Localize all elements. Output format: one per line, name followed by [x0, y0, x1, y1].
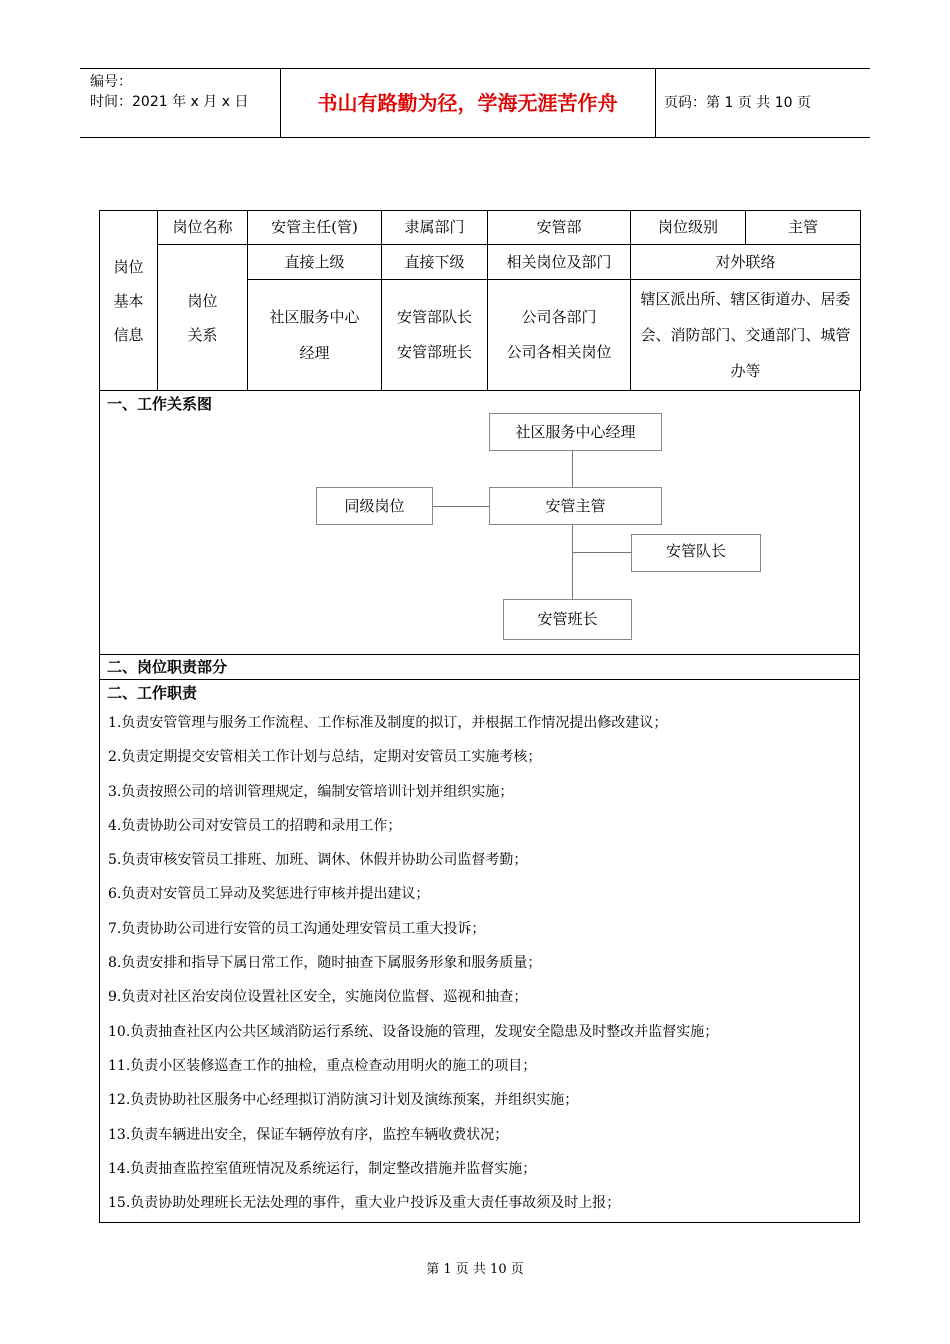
- list-item: 4.负责协助公司对安管员工的招聘和录用工作；: [108, 817, 402, 834]
- superior-value: 社区服务中心经理: [248, 280, 382, 391]
- list-item: 6.负责对安管员工异动及奖惩进行审核并提出建议；: [108, 886, 430, 903]
- col-superior-header: 直接上级: [248, 245, 382, 280]
- org-node-supervisor: 安管主管: [489, 487, 662, 525]
- subordinate-value: [382, 280, 488, 391]
- related-item: 公司各部门: [521, 308, 597, 326]
- list-item: 12.负责协助社区服务中心经理拟订消防演习计划及演练预案，并组织实施；: [108, 1092, 579, 1109]
- position-info-table: [99, 210, 861, 391]
- department-value: 安管部: [488, 211, 631, 245]
- relation-chart-title: 一、工作关系图: [107, 395, 213, 413]
- external-value: 辖区派出所、辖区街道办、居委会、消防部门、交通部门、城管办等: [631, 280, 861, 391]
- relation-label: 岗位关系: [158, 245, 248, 391]
- list-item: 5.负责审核安管员工排班、加班、调休、休假并协助公司监督考勤；: [108, 852, 528, 869]
- list-item: 11.负责小区装修巡查工作的抽检，重点检查动用明火的施工的项目；: [108, 1057, 537, 1074]
- responsibility-section-title: 二、岗位职责部分: [107, 658, 228, 676]
- connector-line: [572, 524, 573, 599]
- level-label: 岗位级别: [631, 211, 746, 245]
- subordinate-item: 安管部队长: [396, 308, 472, 326]
- department-label: 隶属部门: [382, 211, 488, 245]
- position-name-value: 安管主任(管): [248, 211, 382, 245]
- level-value: 主管: [746, 211, 861, 245]
- relation-chart-section: [99, 391, 860, 655]
- col-related-header: 相关岗位及部门: [488, 245, 631, 280]
- document-time-label: 时间：2021 年 x 月 x 日: [90, 94, 249, 110]
- col-subordinate-header: 直接下级: [382, 245, 488, 280]
- list-item: 2.负责定期提交安管相关工作计划与总结，定期对安管员工实施考核；: [108, 749, 542, 766]
- list-item: 3.负责按照公司的培训管理规定，编制安管培训计划并组织实施；: [108, 783, 514, 800]
- list-item: 10.负责抽查社区内公共区域消防运行系统、设备设施的管理，发现安全隐患及时整改并监督实施；: [108, 1023, 719, 1040]
- subordinate-item: 安管部班长: [396, 343, 472, 361]
- list-item: 9.负责对社区治安岗位设置社区安全，实施岗位监督、巡视和抽查；: [108, 989, 528, 1006]
- header-motto: 书山有路勤为径，学海无涯苦作舟: [317, 91, 618, 115]
- responsibility-list-section: [99, 680, 860, 1223]
- header-meta: [90, 72, 248, 112]
- basic-info-label: 岗位基本信息: [100, 211, 158, 391]
- org-node-peer: 同级岗位: [316, 487, 433, 525]
- org-node-monitor: 安管班长: [503, 599, 632, 640]
- list-item: 15.负责协助处理班长无法处理的事件，重大业户投诉及重大责任事故须及时上报；: [108, 1195, 621, 1212]
- org-node-manager: 社区服务中心经理: [489, 413, 662, 451]
- responsibility-subtitle: 二、工作职责: [107, 684, 198, 702]
- list-item: 1.负责安管管理与服务工作流程、工作标准及制度的拟订，并根据工作情况提出修改建议；: [108, 715, 668, 731]
- connector-line: [433, 506, 489, 507]
- document-number-label: 编号：: [90, 74, 132, 90]
- related-value: [488, 280, 631, 391]
- list-item: 8.负责安排和指导下属日常工作，随时抽查下属服务形象和服务质量；: [108, 955, 542, 972]
- position-name-label: 岗位名称: [158, 211, 248, 245]
- list-item: 7.负责协助公司进行安管的员工沟通处理安管员工重大投诉；: [108, 920, 486, 937]
- org-node-captain: 安管队长: [631, 534, 761, 572]
- list-item: 13.负责车辆进出安全，保证车辆停放有序，监控车辆收费状况；: [108, 1126, 509, 1143]
- connector-line: [572, 552, 631, 553]
- header-divider: [655, 69, 656, 137]
- col-external-header: 对外联络: [631, 245, 861, 280]
- page-footer: 第 1 页 共 10 页: [426, 1262, 524, 1277]
- responsibility-section-header: [99, 655, 860, 680]
- page-header: [80, 68, 870, 138]
- responsibility-list: [100, 706, 859, 1220]
- related-item: 公司各相关岗位: [506, 343, 612, 361]
- list-item: 14.负责抽查监控室值班情况及系统运行，制定整改措施并监督实施；: [108, 1160, 537, 1177]
- header-page-number: 页码：第 1 页 共 10 页: [664, 95, 811, 111]
